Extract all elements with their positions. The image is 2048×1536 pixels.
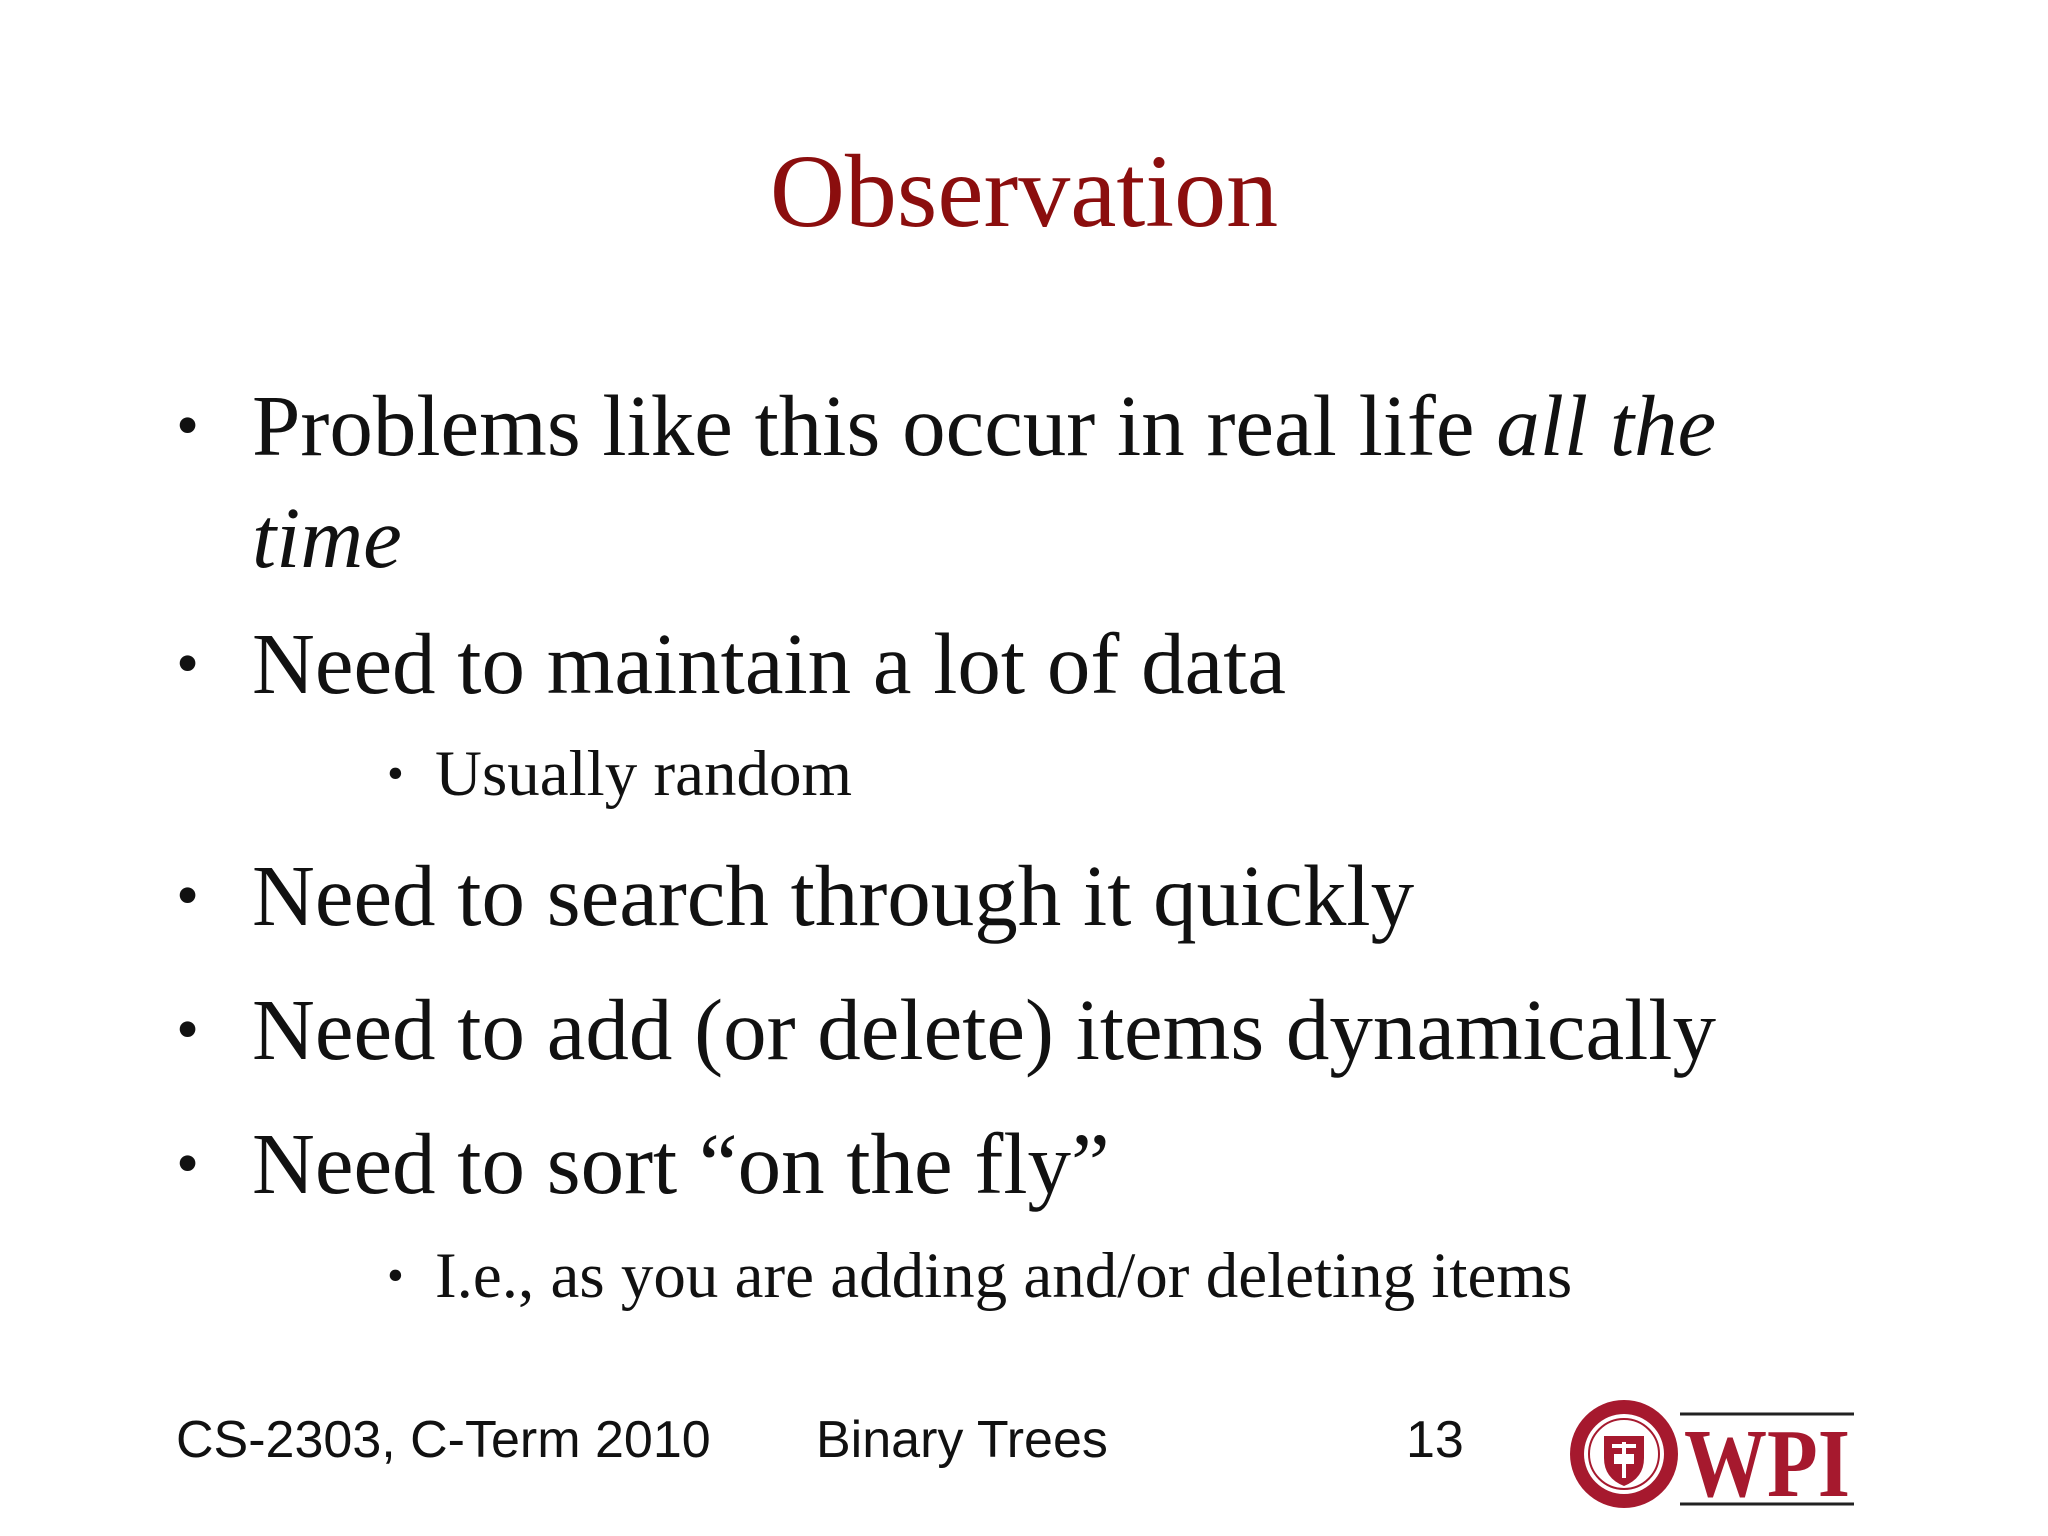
footer-topic: Binary Trees bbox=[816, 1411, 1108, 1469]
bullet-dot: • bbox=[176, 389, 200, 462]
wpi-seal-icon bbox=[1568, 1396, 1858, 1518]
bullet-text: Problems like this occur in real life bbox=[252, 377, 1497, 474]
bullet-item bbox=[176, 840, 1812, 952]
bullet-item bbox=[176, 1108, 1812, 1220]
bullet-dot: • bbox=[176, 859, 200, 932]
bullet-item bbox=[176, 608, 1812, 720]
bullet-dot: • bbox=[176, 993, 200, 1066]
bullet-dot: • bbox=[176, 1127, 200, 1200]
bullet-emphasis: all the time bbox=[252, 377, 1717, 586]
footer-page-number: 13 bbox=[1406, 1411, 1464, 1469]
bullet-text: Need to maintain a lot of data bbox=[252, 615, 1286, 712]
bullet-dot: • bbox=[387, 1249, 404, 1302]
bullet-text: Need to add (or delete) items dynamically bbox=[252, 981, 1716, 1078]
bullet-text: Need to search through it quickly bbox=[252, 847, 1415, 944]
slide-title: Observation bbox=[769, 134, 1279, 249]
bullet-item bbox=[176, 370, 1812, 594]
footer-course: CS-2303, C-Term 2010 bbox=[176, 1411, 711, 1469]
bullet-dot: • bbox=[176, 627, 200, 700]
wpi-logo bbox=[1568, 1396, 1858, 1518]
bullet-text: Need to sort “on the fly” bbox=[252, 1115, 1110, 1212]
bullet-text: I.e., as you are adding and/or deleting items bbox=[435, 1240, 1573, 1312]
wpi-wordmark: WPI bbox=[1684, 1410, 1850, 1518]
bullet-dot: • bbox=[387, 747, 404, 800]
bullet-text: Usually random bbox=[435, 738, 853, 810]
sub-bullet-item bbox=[387, 1236, 1935, 1316]
sub-bullet-item bbox=[387, 734, 1935, 814]
bullet-item bbox=[176, 974, 1812, 1086]
